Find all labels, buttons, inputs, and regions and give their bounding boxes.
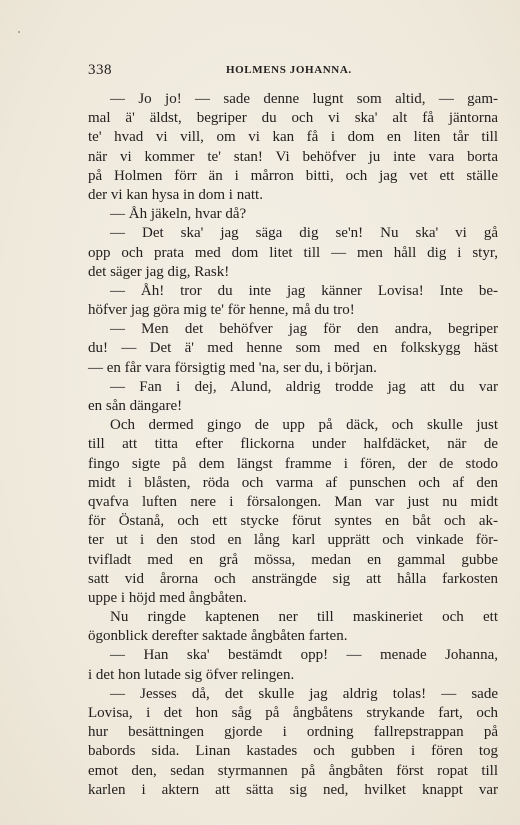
text-line: ögonblick derefter saktade ångbåten farten.: [88, 628, 348, 645]
page-header: [88, 62, 498, 82]
text-line: — Fan i dej, Alund, aldrig trodde jag att du var: [110, 378, 498, 395]
text-line: satt vid årorna och ansträngde sig att hålla farkosten: [88, 570, 498, 587]
running-title: HOLMENS JOHANNA.: [226, 64, 352, 76]
text-line: Lovisa, i det hon såg på ångbåtens strykande fart, och: [88, 705, 498, 721]
text-line: när vi kommer te' stan! Vi behöfver ju inte vara borta: [88, 148, 498, 165]
text-line: höfver jag göra mig te' för henne, må du tro!: [88, 302, 355, 319]
text-line: — en får vara försigtig med 'na, ser du, i början.: [88, 359, 377, 376]
text-line: qvafva luften nere i försalongen. Man var just nu midt: [88, 493, 498, 510]
text-line: — Jesses då, det skulle jag aldrig tolas! — sade: [110, 685, 498, 702]
text-line: fingo sigte på dem längst framme i fören, der de stodo: [88, 455, 498, 472]
text-line: te' hvad vi vill, om vi kan få i dom en liten tår till: [88, 129, 498, 146]
page-body-text: [88, 90, 498, 800]
text-line: — Åh jäkeln, hvar då?: [110, 206, 247, 223]
text-line: emot den, sedan styrmannen på ångbåten först ropat till: [88, 762, 498, 779]
text-line: midt i blåsten, röda och varma af punschen och af den: [88, 474, 498, 491]
text-line: mal ä' äldst, begriper du och vi ska' alt få jäntorna: [88, 110, 498, 127]
text-line: ter ut i den stod en lång karl upprätt och vinkade för-: [88, 532, 498, 549]
text-line: det säger jag dig, Rask!: [88, 263, 230, 280]
paper-speck: [18, 31, 20, 33]
text-line: — Åh! tror du inte jag känner Lovisa! Inte be-: [110, 282, 498, 299]
text-line: — Men det behöfver jag för den andra, begriper: [110, 321, 498, 338]
text-line: uppe i höjd med ångbåten.: [88, 589, 247, 606]
text-line: hur besättningen gjorde i ordning fallrepstrappan på: [88, 724, 498, 741]
text-line: Och dermed gingo de upp på däck, och skulle just: [110, 417, 498, 434]
text-line: en sån dängare!: [88, 398, 183, 414]
text-line: i det hon lutade sig öfver relingen.: [88, 666, 295, 683]
text-line: — Det ska' jag säga dig se'n! Nu ska' vi gå: [110, 225, 498, 242]
text-line: — Jo jo! — sade denne lugnt som altid, — gam-: [110, 91, 498, 107]
text-line: för Östanå, och ett stycke förut syntes en båt och ak-: [88, 513, 498, 530]
text-line: på Holmen förr än i mårron bitti, och jag vet ett ställe: [88, 167, 498, 184]
text-line: opp och prata med dom litet till — men håll dig i styr,: [88, 244, 498, 261]
text-line: der vi kan hysa in dom i natt.: [88, 186, 263, 203]
text-line: babords sida. Linan kastades och gubben i fören tog: [88, 743, 498, 760]
text-line: Nu ringde kaptenen ner till maskineriet och ett: [110, 609, 498, 626]
page-number: 338: [88, 62, 112, 78]
text-line: karlen i aktern att sätta sig ned, hvilket knappt var: [88, 781, 498, 798]
text-line: till att titta efter flickorna under halfdäcket, när de: [88, 436, 498, 453]
text-line: tvifladt med en grå mössa, medan en gammal gubbe: [88, 551, 498, 568]
text-line: du! — Det ä' med henne som med en folkskygg häst: [88, 340, 498, 357]
text-line: — Han ska' bestämdt opp! — menade Johanna,: [110, 647, 498, 664]
